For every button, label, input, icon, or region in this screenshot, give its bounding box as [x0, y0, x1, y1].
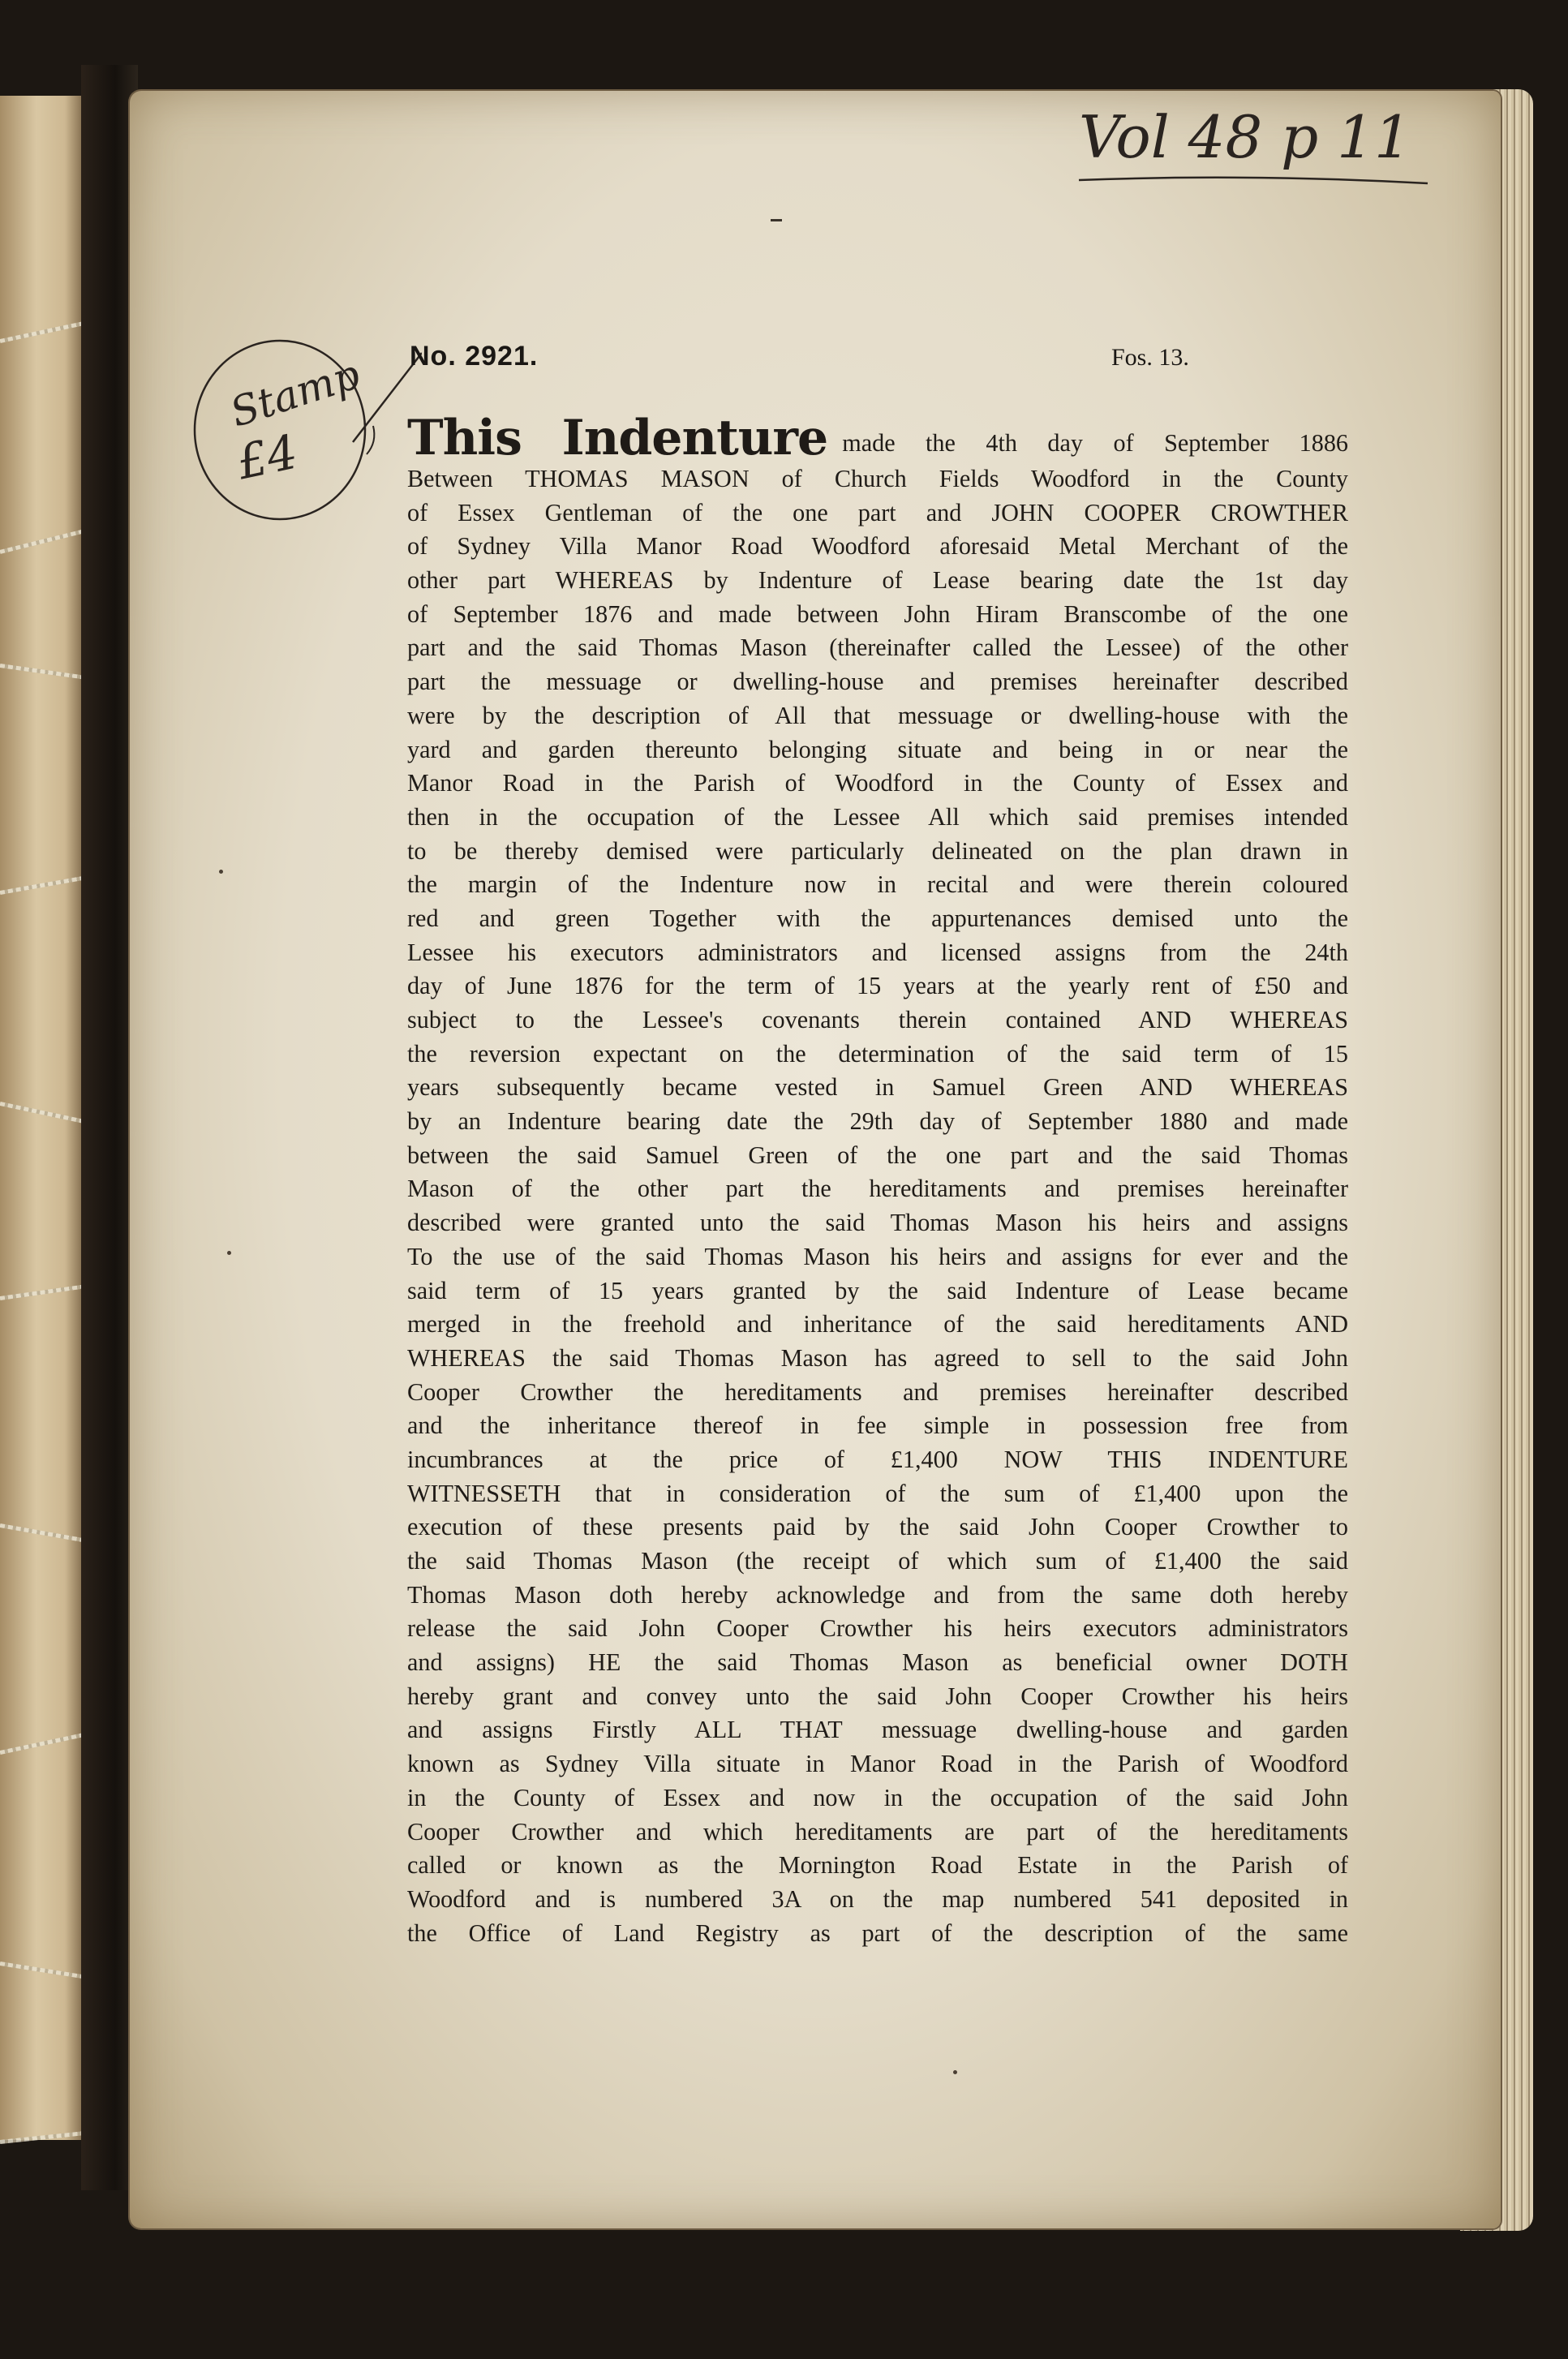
- body-line: of September 1876 and made between John Hiram Branscombe of the one: [407, 599, 1348, 628]
- body-line: Cooper Crowther the hereditaments and premises hereinafter described: [407, 1377, 1348, 1406]
- body-line: made the 4th day of September 1886: [842, 429, 1349, 457]
- body-line: of Essex Gentleman of the one part and JOHN COOPER CROWTHER: [407, 498, 1348, 526]
- indenture-body: [407, 410, 1349, 1950]
- ink-speck: [227, 1251, 231, 1255]
- ink-speck: [953, 2070, 957, 2074]
- body-line: Manor Road in the Parish of Woodford in the County of Essex and: [407, 769, 1348, 797]
- body-line: yard and garden thereunto belonging situate and being in or near the: [407, 735, 1348, 763]
- body-line: Cooper Crowther and which hereditaments are part of the hereditaments: [407, 1817, 1348, 1846]
- body-line: and assigns Firstly ALL THAT messuage dwelling-house and garden: [407, 1716, 1348, 1744]
- body-line: hereby grant and convey unto the said John Cooper Crowther his heirs: [407, 1682, 1348, 1710]
- body-line: the margin of the Indenture now in recital and were therein coloured: [407, 870, 1348, 899]
- body-line: Mason of the other part the hereditaments and premises hereinafter: [407, 1175, 1348, 1203]
- body-line: called or known as the Mornington Road Estate in the Parish of: [407, 1851, 1348, 1880]
- svg-text:Stamp: Stamp: [225, 350, 366, 436]
- body-line: WITNESSETH that in consideration of the sum of £1,400 upon the: [407, 1479, 1348, 1507]
- handwritten-reference-note: [1063, 84, 1436, 198]
- body-line: subject to the Lessee's covenants therein contained AND WHEREAS: [407, 1006, 1348, 1033]
- body-line: Thomas Mason doth hereby acknowledge and from the same doth hereby: [407, 1580, 1348, 1609]
- indenture-heading: This Indenture: [407, 410, 828, 466]
- document-number: No. 2921.: [410, 341, 539, 372]
- body-line: merged in the freehold and inheritance of the said hereditaments AND: [407, 1310, 1348, 1338]
- ink-speck: [219, 870, 223, 874]
- body-line: in the County of Essex and now in the occupation of the said John: [407, 1783, 1348, 1811]
- indenture-opening-line: [407, 410, 1349, 466]
- body-line: known as Sydney Villa situate in Manor Road in the Parish of Woodford: [407, 1750, 1348, 1778]
- svg-text:Vol 48 p 11: Vol 48 p 11: [1079, 103, 1411, 171]
- body-line: incumbrances at the price of £1,400 NOW THIS INDENTURE: [407, 1445, 1348, 1473]
- body-line: day of June 1876 for the term of 15 years at the yearly rent of £50 and: [407, 972, 1348, 1000]
- body-line: Between THOMAS MASON of Church Fields Woodford in the County: [407, 465, 1348, 492]
- page-mark: [771, 219, 782, 221]
- body-line: part and the said Thomas Mason (thereinafter called the Lessee) of the other: [407, 634, 1348, 662]
- body-line: years subsequently became vested in Samuel Green AND WHEREAS: [407, 1073, 1348, 1102]
- folio-count: Fos. 13.: [1111, 344, 1189, 371]
- body-line: part the messuage or dwelling-house and premises hereinafter described: [407, 668, 1348, 696]
- document-page: [130, 91, 1501, 2228]
- body-line: other part WHEREAS by Indenture of Lease bearing date the 1st day: [407, 566, 1348, 595]
- body-line: Woodford and is numbered 3A on the map numbered 541 deposited in: [407, 1884, 1348, 1913]
- body-line: then in the occupation of the Lessee All which said premises intended: [407, 802, 1348, 831]
- body-line: execution of these presents paid by the said John Cooper Crowther to: [407, 1513, 1348, 1541]
- body-line: between the said Samuel Green of the one part and the said Thomas: [407, 1141, 1348, 1169]
- body-line: the Office of Land Registry as part of the description of the same: [407, 1919, 1348, 1947]
- svg-text:£4: £4: [232, 423, 303, 491]
- body-line: described were granted unto the said Thomas Mason his heirs and assigns: [407, 1209, 1348, 1237]
- body-line: release the said John Cooper Crowther his heirs executors administrators: [407, 1614, 1348, 1643]
- body-line: said term of 15 years granted by the said Indenture of Lease became: [407, 1276, 1348, 1304]
- body-line: by an Indenture bearing date the 29th day of September 1880 and made: [407, 1107, 1348, 1136]
- body-line: of Sydney Villa Manor Road Woodford aforesaid Metal Merchant of the: [407, 532, 1348, 561]
- left-page-edge: [0, 96, 84, 2140]
- body-line: the reversion expectant on the determination of the said term of 15: [407, 1039, 1348, 1068]
- body-line: To the use of the said Thomas Mason his heirs and assigns for ever and the: [407, 1242, 1348, 1270]
- body-line: and assigns) HE the said Thomas Mason as beneficial owner DOTH: [407, 1648, 1348, 1677]
- body-line: and the inheritance thereof in fee simple in possession free from: [407, 1412, 1348, 1440]
- body-line: to be thereby demised were particularly delineated on the plan drawn in: [407, 836, 1348, 865]
- body-line: red and green Together with the appurtenances demised unto the: [407, 904, 1348, 932]
- body-line: Lessee his executors administrators and licensed assigns from the 24th: [407, 938, 1348, 966]
- stamp-annotation: [178, 316, 422, 527]
- body-line: were by the description of All that messuage or dwelling-house with the: [407, 701, 1348, 729]
- body-line: WHEREAS the said Thomas Mason has agreed to sell to the said John: [407, 1343, 1348, 1372]
- body-line: the said Thomas Mason (the receipt of which sum of £1,400 the said: [407, 1547, 1348, 1575]
